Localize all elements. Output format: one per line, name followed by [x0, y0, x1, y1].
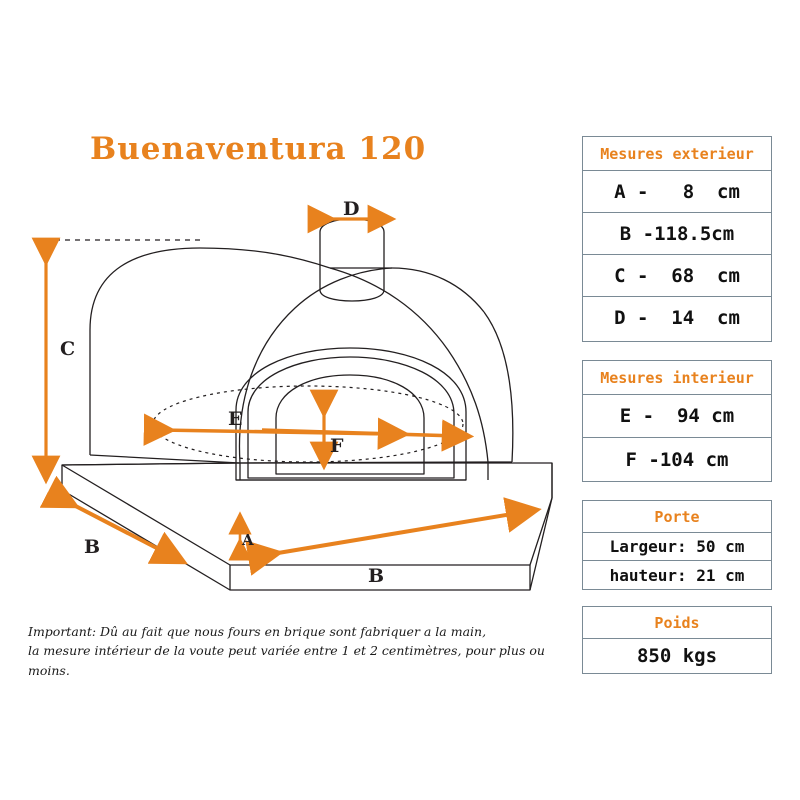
table-mesures-exterieur	[582, 136, 772, 342]
table-row: 850 kgs	[636, 645, 718, 667]
table-row: D - 14 cm	[614, 307, 740, 329]
table-row: C - 68 cm	[583, 255, 771, 297]
table-row: Largeur: 50 cm	[583, 533, 771, 561]
dim-label-B-left: B	[84, 536, 101, 558]
dim-label-B-bottom: B	[368, 565, 385, 587]
table-header-exterieur: Mesures exterieur	[583, 137, 771, 171]
dim-label-C: C	[60, 338, 76, 360]
table-porte	[582, 500, 772, 590]
table-row: B -118.5cm	[583, 213, 771, 255]
table-row: E - 94 cm	[583, 395, 771, 438]
page-title: Buenaventura 120	[90, 131, 427, 167]
table-row: F -104 cm	[625, 448, 729, 471]
table-header-porte: Porte	[583, 501, 771, 533]
dim-label-A: A	[242, 531, 254, 549]
table-poids	[582, 606, 772, 674]
dim-label-F: F	[330, 435, 344, 457]
note-line-2: la mesure intérieur de la voute peut variée entre 1 et 2 centimètres, pour plus ou moins.	[28, 643, 545, 678]
table-mesures-interieur	[582, 360, 772, 482]
important-note	[28, 622, 548, 680]
table-row: hauteur: 21 cm	[609, 565, 745, 585]
table-header-poids: Poids	[583, 607, 771, 639]
note-line-1: Important: Dû au fait que nous fours en brique sont fabriquer a la main,	[28, 624, 487, 639]
table-header-interieur: Mesures interieur	[583, 361, 771, 395]
dim-label-D: D	[343, 198, 360, 220]
dim-label-E: E	[228, 408, 243, 430]
table-row: A - 8 cm	[583, 171, 771, 213]
